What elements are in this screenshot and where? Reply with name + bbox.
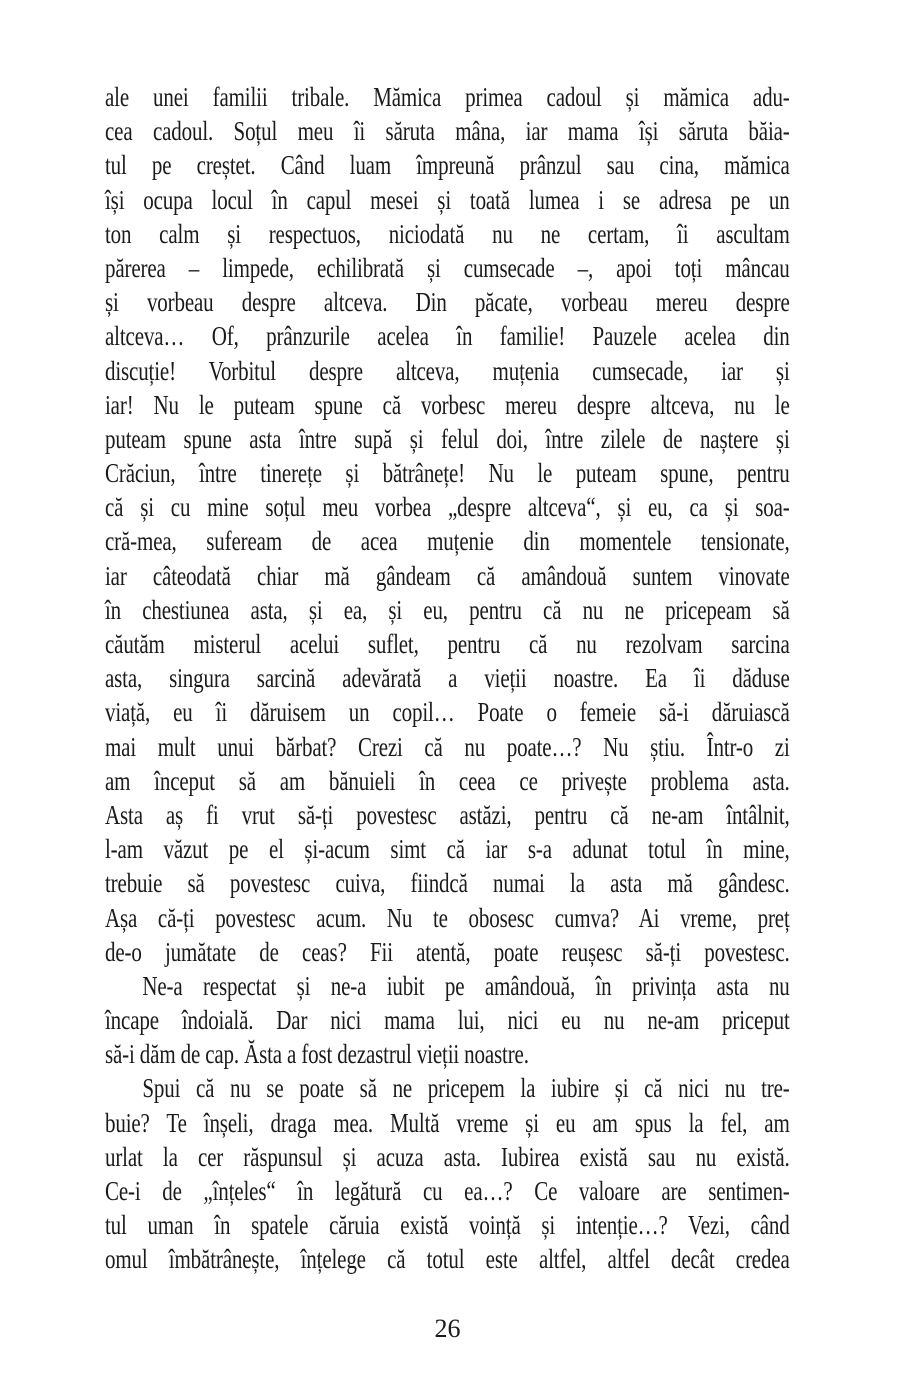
text-line: omul îmbătrânește, înțelege că totul este altfel, altfel decât credea bbox=[105, 1244, 790, 1275]
text-line: viață, eu îi dăruisem un copil… Poate o femeie să-i dăruiască bbox=[105, 697, 790, 728]
paragraph bbox=[105, 80, 790, 969]
paragraph bbox=[105, 1071, 790, 1276]
text-line: căutăm misterul acelui suflet, pentru că nu rezolvam sarcina bbox=[105, 629, 790, 659]
text-line: Spui că nu se poate să ne pricepem la iubire și că nici nu tre- bbox=[142, 1073, 790, 1104]
text-line: cră-mea, sufeream de acea muțenie din momentele tensionate, bbox=[105, 526, 790, 557]
text-line: Ce-i de „înțeles“ în legătură cu ea…? Ce valoare are sentimen- bbox=[105, 1176, 790, 1206]
text-line: trebuie să povestesc cuiva, fiindcă numai la asta mă gândesc. bbox=[105, 868, 790, 899]
text-line: ton calm și respectuos, niciodată nu ne certam, îi ascultam bbox=[105, 218, 790, 249]
text-line: Așa că-ți povestesc acum. Nu te obosesc cumva? Ai vreme, preț bbox=[105, 902, 790, 933]
text-line: cea cadoul. Soțul meu îi săruta mâna, iar mama își săruta băia- bbox=[105, 116, 790, 147]
text-line: iar! Nu le puteam spune că vorbesc mereu despre altceva, nu le bbox=[105, 389, 790, 420]
text-line: tul pe creștet. Când luam împreună prânzul sau cina, mămica bbox=[105, 150, 790, 181]
text-line: puteam spune asta între supă și felul doi, între zilele de naștere și bbox=[105, 423, 790, 454]
text-line: și vorbeau despre altceva. Din păcate, vorbeau mereu despre bbox=[105, 287, 790, 318]
text-line: în chestiunea asta, și ea, și eu, pentru că nu ne pricepeam să bbox=[105, 594, 790, 625]
text-line: că și cu mine soțul meu vorbea „despre altceva“, și eu, ca și soa- bbox=[105, 492, 790, 523]
text-line: urlat la cer răspunsul și acuza asta. Iubirea există sau nu există. bbox=[105, 1141, 790, 1172]
page-number: 26 bbox=[434, 1314, 461, 1343]
text-line: iar câteodată chiar mă gândeam că amândouă suntem vinovate bbox=[105, 560, 790, 591]
text-line: tul uman în spatele căruia există voință și intenție…? Vezi, când bbox=[105, 1210, 790, 1241]
text-line: buie? Te înșeli, draga mea. Multă vreme și eu am spus la fel, am bbox=[105, 1107, 790, 1138]
text-line: altceva… Of, prânzurile acelea în familie! Pauzele acelea din bbox=[105, 321, 790, 352]
text-block bbox=[105, 80, 790, 1277]
text-line: părerea – limpede, echilibrată și cumsecade –, apoi toți mâncau bbox=[105, 252, 790, 283]
paragraph bbox=[105, 969, 790, 1072]
text-line: am început să am bănuieli în ceea ce privește problema asta. bbox=[105, 765, 790, 796]
text-line: să-i dăm de cap. Ăsta a fost dezastrul vieții noastre. bbox=[105, 1039, 529, 1070]
text-line: încape îndoială. Dar nici mama lui, nici eu nu ne-am priceput bbox=[105, 1005, 790, 1036]
text-line: Ne-a respectat și ne-a iubit pe amândouă, în privința asta nu bbox=[142, 970, 790, 1001]
text-line: Asta aș fi vrut să-ți povestesc astăzi, pentru că ne-am întâlnit, bbox=[105, 799, 790, 830]
text-line: Crăciun, între tinerețe și bătrânețe! Nu le puteam spune, pentru bbox=[105, 458, 790, 489]
text-line: l-am văzut pe el și-acum simt că iar s-a adunat totul în mine, bbox=[105, 834, 790, 865]
text-line: asta, singura sarcină adevărată a vieții noastre. Ea îi dăduse bbox=[105, 663, 790, 694]
text-line: își ocupa locul în capul mesei și toată lumea i se adresa pe un bbox=[105, 184, 790, 215]
text-line: mai mult unui bărbat? Crezi că nu poate…? Nu știu. Într-o zi bbox=[105, 731, 790, 762]
text-line: de-o jumătate de ceas? Fii atentă, poate reușesc să-ți povestesc. bbox=[105, 936, 790, 967]
text-line: discuție! Vorbitul despre altceva, muțenia cumsecade, iar și bbox=[105, 355, 790, 386]
text-line: ale unei familii tribale. Mămica primea cadoul și mămica adu- bbox=[105, 82, 790, 112]
